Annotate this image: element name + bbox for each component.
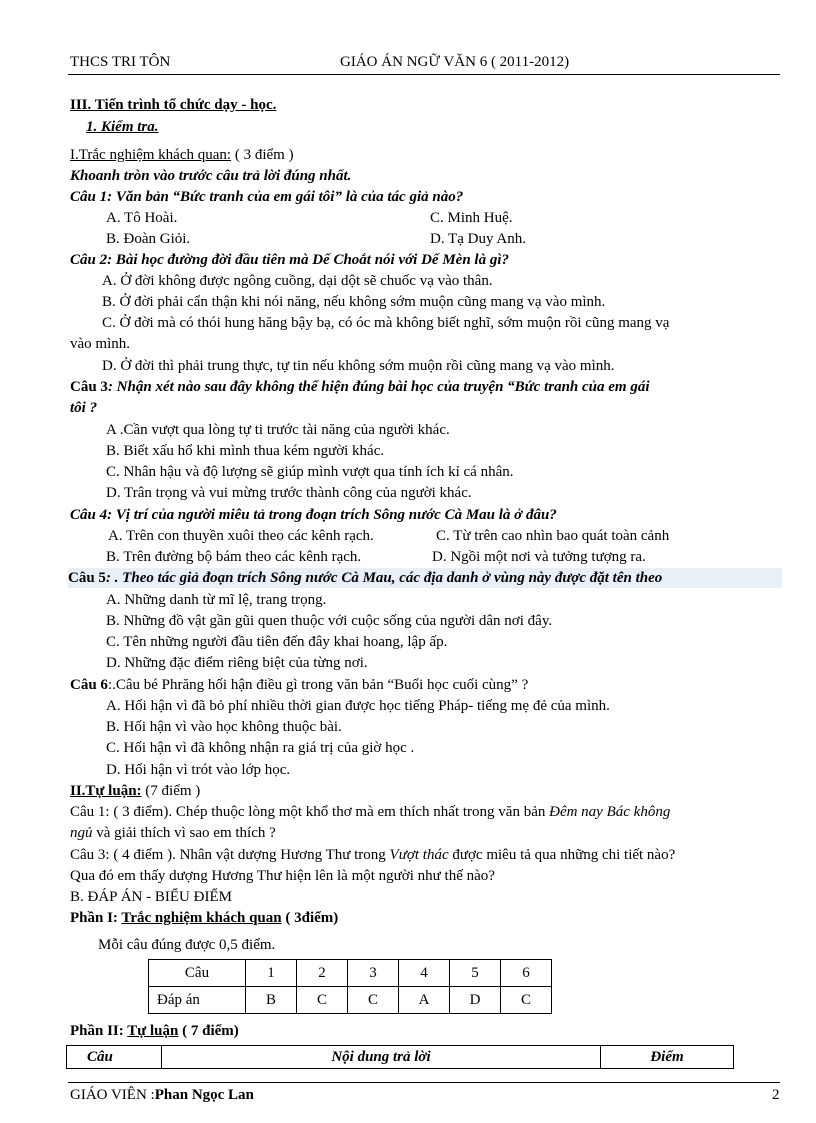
q3-option-c: C. Nhân hậu và độ lượng sẽ giúp mình vượt qua tính ích kỉ cá nhân.	[106, 464, 514, 480]
q1-option-a: A. Tô Hoài.	[106, 210, 178, 226]
table-cell: 4	[399, 960, 450, 987]
q4-option-b: B. Trên đường bộ bám theo các kênh rạch.	[106, 549, 362, 565]
table-header-cell: Nội dung trả lời	[162, 1046, 601, 1069]
table-cell: A	[399, 987, 450, 1014]
q2-option-b: B. Ở đời phải cẩn thận khi nói năng, nếu không sớm muộn cũng mang vạ vào mình.	[102, 294, 606, 310]
table-cell: 2	[297, 960, 348, 987]
question-2: Câu 2: Bài học đường đời đầu tiên mà Dế Choắt nói với Dế Mèn là gì?	[70, 252, 510, 268]
q5-option-c: C. Tên những người đầu tiên đến đây khai hoang, lập ấp.	[106, 634, 448, 650]
footer-rule	[68, 1082, 780, 1083]
q4-option-a: A. Trên con thuyền xuôi theo các kênh rạch.	[108, 528, 374, 544]
q2-option-c: C. Ở đời mà có thói hung hăng bậy bạ, có óc mà không biết nghĩ, sớm muộn rồi cũng mang vạ	[102, 315, 670, 331]
footer-teacher: GIÁO VIÊN :Phan Ngọc Lan	[70, 1087, 254, 1103]
essay-answer-header-row	[67, 1046, 734, 1069]
q1-option-b: B. Đoàn Giỏi.	[106, 231, 191, 247]
answer-key-table	[148, 959, 552, 1014]
q6-option-d: D. Hối hận vì trót vào lớp học.	[106, 762, 291, 778]
answers-part2-title: Phần II: Tự luận ( 7 điểm)	[70, 1023, 239, 1039]
part1-instruction: Khoanh tròn vào trước câu trả lời đúng nhất.	[70, 168, 352, 184]
page-number: 2	[772, 1087, 780, 1103]
answers-note: Mỗi câu đúng được 0,5 điểm.	[98, 937, 276, 953]
q2-option-c-cont: vào mình.	[70, 336, 130, 352]
answer-key-row-questions	[149, 960, 552, 987]
table-cell: B	[246, 987, 297, 1014]
q6-option-c: C. Hối hận vì đã không nhận ra giá trị của giờ học .	[106, 740, 415, 756]
q4-option-c: C. Từ trên cao nhìn bao quát toàn cảnh	[436, 528, 670, 544]
table-cell: C	[501, 987, 552, 1014]
table-header-cell: Điểm	[601, 1046, 734, 1069]
essay-question-3: Câu 3: ( 4 điểm ). Nhân vật dượng Hương Thư trong Vượt thác được miêu tả qua những chi tiết nào?	[70, 847, 676, 863]
q3-option-d: D. Trân trọng và vui mừng trước thành công của người khác.	[106, 485, 472, 501]
answers-heading: B. ĐÁP ÁN - BIỂU ĐIỂM	[70, 889, 232, 905]
q2-option-d: D. Ở đời thì phải trung thực, tự tin nếu không sớm muộn rồi cũng mang vạ vào mình.	[102, 358, 615, 374]
q3-option-a: A .Cần vượt qua lòng tự ti trước tài năng của người khác.	[106, 422, 450, 438]
header-rule	[68, 74, 780, 75]
q4-option-d: D. Ngồi một nơi và tưởng tượng ra.	[432, 549, 646, 565]
section-subheading: 1. Kiểm tra.	[86, 119, 159, 135]
essay-answer-table	[66, 1045, 734, 1069]
table-header-cell: Câu	[67, 1046, 162, 1069]
part2-title: II.Tự luận: (7 điểm )	[70, 783, 201, 799]
section-heading: III. Tiến trình tổ chức dạy - học.	[70, 97, 277, 113]
q5-option-d: D. Những đặc điểm riêng biệt của từng nơi.	[106, 655, 368, 671]
question-6: Câu 6:.Câu bé Phrăng hối hận điều gì trong văn bản “Buổi học cuối cùng” ?	[70, 677, 529, 693]
table-cell: 5	[450, 960, 501, 987]
question-1: Câu 1: Văn bản “Bức tranh của em gái tôi” là của tác giả nào?	[70, 189, 464, 205]
question-3: Câu 3: Nhận xét nào sau đây không thể hiện đúng bài học của truyện “Bức tranh của em gái	[70, 379, 650, 395]
q6-option-a: A. Hối hận vì đã bỏ phí nhiều thời gian được học tiếng Pháp- tiếng mẹ đẻ của mình.	[106, 698, 610, 714]
q6-option-b: B. Hối hận vì vào học không thuộc bài.	[106, 719, 342, 735]
table-cell: Đáp án	[149, 987, 246, 1014]
table-cell: C	[297, 987, 348, 1014]
q5-option-b: B. Những đồ vật gần gũi quen thuộc với cuộc sống của người dân nơi đây.	[106, 613, 553, 629]
question-4: Câu 4: Vị trí của người miêu tả trong đoạn trích Sông nước Cà Mau là ở đâu?	[70, 507, 557, 523]
header-school: THCS TRI TÔN	[70, 54, 171, 70]
q3-option-b: B. Biết xấu hổ khi mình thua kém người khác.	[106, 443, 385, 459]
table-cell: 3	[348, 960, 399, 987]
q1-option-c: C. Minh Huệ.	[430, 210, 513, 226]
essay-question-1-cont: ngủ và giải thích vì sao em thích ?	[70, 825, 276, 841]
q5-option-a: A. Những danh từ mĩ lệ, trang trọng.	[106, 592, 327, 608]
table-cell: 6	[501, 960, 552, 987]
question-3-cont: tôi ?	[70, 400, 98, 416]
table-cell: 1	[246, 960, 297, 987]
essay-question-3-cont: Qua đó em thấy dượng Hương Thư hiện lên là một người như thế nào?	[70, 868, 495, 884]
table-cell: Câu	[149, 960, 246, 987]
q2-option-a: A. Ở đời không được ngông cuồng, dại dột sẽ chuốc vạ vào thân.	[102, 273, 493, 289]
part1-title: I.Trắc nghiệm khách quan: ( 3 điểm )	[70, 147, 294, 163]
table-cell: D	[450, 987, 501, 1014]
question-5: Câu 5: . Theo tác giả đoạn trích Sông nước Cà Mau, các địa danh ở vùng này được đặt tên theo	[68, 568, 782, 588]
table-cell: C	[348, 987, 399, 1014]
q1-option-d: D. Tạ Duy Anh.	[430, 231, 526, 247]
answers-part1-title: Phần I: Trắc nghiệm khách quan ( 3điểm)	[70, 910, 339, 926]
answer-key-row-answers	[149, 987, 552, 1014]
header-title: GIÁO ÁN NGỮ VĂN 6 ( 2011-2012)	[340, 54, 570, 70]
essay-question-1: Câu 1: ( 3 điểm). Chép thuộc lòng một khổ thơ mà em thích nhất trong văn bản Đêm nay Bác không	[70, 804, 671, 820]
